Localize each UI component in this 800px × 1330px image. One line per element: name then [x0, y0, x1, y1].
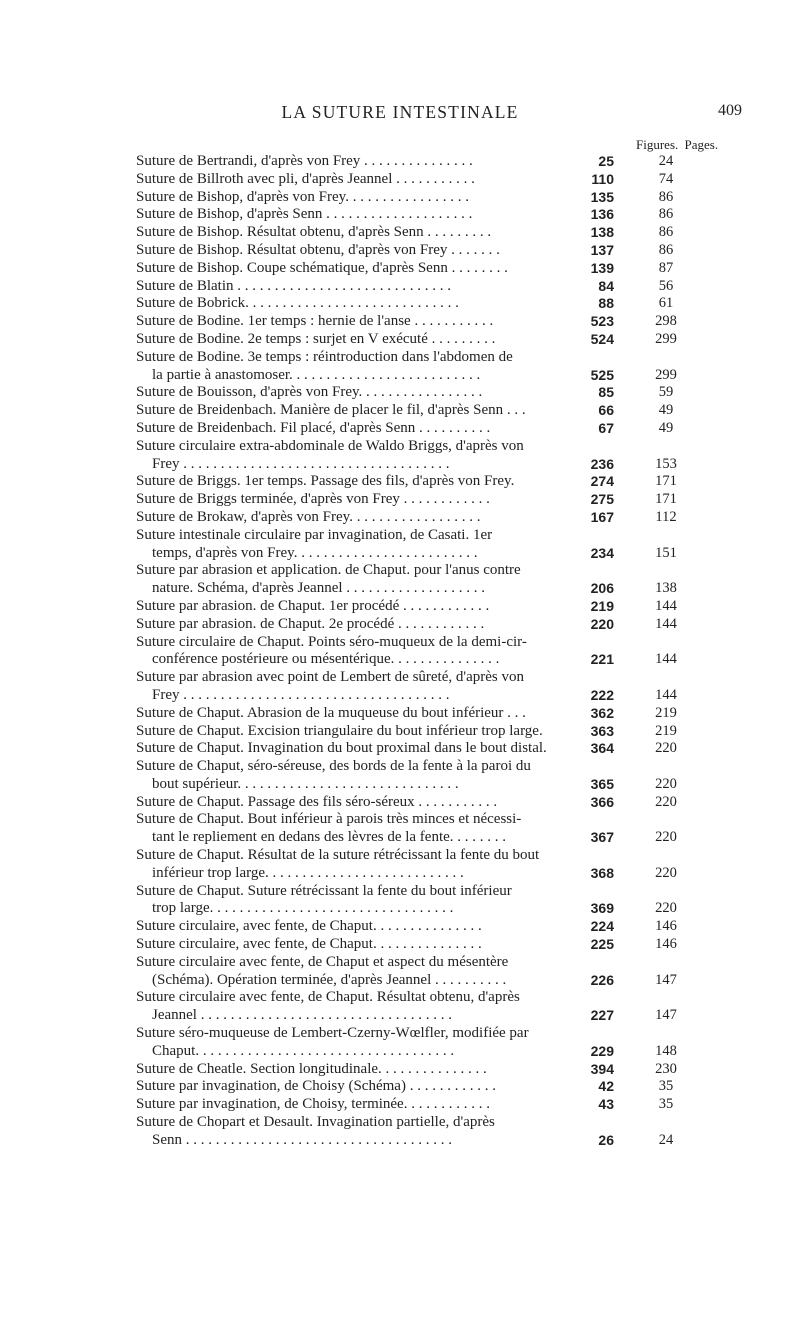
index-entry — [136, 758, 684, 794]
index-entry — [136, 438, 684, 474]
page-ref: 86 — [658, 224, 674, 241]
page-ref: 299 — [655, 366, 677, 383]
figure-number: 139 — [590, 259, 614, 276]
figure-number: 367 — [590, 829, 614, 846]
index-entry — [136, 509, 684, 527]
index-entry — [136, 1078, 684, 1096]
index-entry — [136, 794, 684, 812]
entry-line: Suture de Chaput. Suture rétrécissant la fente du bout inférieur — [136, 882, 512, 899]
entry-line: Suture de Bishop, d'après Senn . . . . . . . . . . . . . . . . . . . . — [136, 206, 473, 223]
index-entry — [136, 616, 684, 634]
entry-line: Jeannel . . . . . . . . . . . . . . . . . . . . . . . . . . . . . . . . . . — [152, 1007, 452, 1024]
entry-line: Suture de Chaput. Excision triangulaire du bout inférieur trop large. — [136, 722, 543, 739]
index-entry — [136, 669, 684, 705]
entry-line: Suture de Cheatle. Section longitudinale. . . . . . . . . . . . . . . — [136, 1060, 487, 1077]
index-entry — [136, 224, 684, 242]
entry-line: Suture de Bouisson, d'après von Frey. . . . . . . . . . . . . . . . . — [136, 384, 483, 401]
entry-text — [136, 206, 596, 224]
index-entry — [136, 918, 684, 936]
entry-text — [136, 634, 596, 670]
index-entry — [136, 473, 684, 491]
index-entry — [136, 420, 684, 438]
page-ref: 219 — [655, 722, 677, 739]
entry-text — [136, 794, 596, 812]
page-ref: 148 — [655, 1042, 677, 1059]
figure-number: 135 — [590, 188, 614, 205]
figure-number: 225 — [590, 936, 614, 953]
index-entry — [136, 278, 684, 296]
index-entries — [136, 153, 684, 1150]
entry-text — [136, 260, 596, 278]
index-entry — [136, 349, 684, 385]
entry-line: Suture par abrasion. de Chaput. 2e procédé . . . . . . . . . . . . — [136, 615, 485, 632]
page-ref: 24 — [658, 153, 674, 169]
page-ref: 147 — [655, 1007, 677, 1024]
entry-text — [136, 509, 596, 527]
entry-line: Suture intestinale circulaire par invagination, de Casati. 1er — [136, 526, 493, 543]
entry-line: trop large. . . . . . . . . . . . . . . . . . . . . . . . . . . . . . . . . — [152, 900, 454, 917]
page-ref: 35 — [658, 1078, 674, 1095]
page-ref: 146 — [655, 936, 677, 953]
entry-line: Suture par invagination, de Choisy (Schéma) . . . . . . . . . . . . — [136, 1078, 496, 1095]
entry-line: Suture de Blatin . . . . . . . . . . . . . . . . . . . . . . . . . . . . . — [136, 277, 451, 294]
entry-text — [136, 723, 596, 741]
entry-line: Suture de Chopart et Desault. Invagination partielle, d'après — [136, 1114, 495, 1131]
figure-number: 84 — [598, 277, 614, 294]
index-entry — [136, 402, 684, 420]
index-entry — [136, 811, 684, 847]
figure-number: 362 — [590, 704, 614, 721]
figure-number: 220 — [590, 615, 614, 632]
page-ref: 299 — [655, 330, 677, 347]
entry-text — [136, 313, 596, 331]
entry-line: Suture de Bodine. 3e temps : réintroduction dans l'abdomen de — [136, 348, 513, 365]
entry-text — [136, 171, 596, 189]
entry-line: Suture par invagination, de Choisy, terminée. . . . . . . . . . . . — [136, 1096, 490, 1113]
page-ref: 220 — [655, 793, 677, 810]
entry-line: Suture de Chaput, séro-séreuse, des bords de la fente à la paroi du — [136, 758, 531, 775]
page-ref: 220 — [655, 775, 677, 792]
entry-text — [136, 1025, 596, 1061]
index-entry — [136, 634, 684, 670]
index-entry — [136, 384, 684, 402]
page-number: 409 — [718, 102, 742, 119]
entry-text — [136, 402, 596, 420]
figure-number: 167 — [590, 508, 614, 525]
entry-line: Suture de Bishop, d'après von Frey. . . . . . . . . . . . . . . . . — [136, 188, 469, 205]
index-entry — [136, 260, 684, 278]
entry-text — [136, 527, 596, 563]
entry-line: Suture circulaire, avec fente, de Chaput. . . . . . . . . . . . . . . — [136, 918, 482, 935]
entry-text — [136, 295, 596, 313]
figure-number: 524 — [590, 330, 614, 347]
entry-text — [136, 616, 596, 634]
running-title: LA SUTURE INTESTINALE — [281, 102, 519, 122]
entry-text — [136, 242, 596, 260]
figure-number: 394 — [590, 1060, 614, 1077]
entry-text — [136, 740, 596, 758]
figure-number: 138 — [590, 224, 614, 241]
entry-line: nature. Schéma, d'après Jeannel . . . . . . . . . . . . . . . . . . . — [152, 580, 486, 597]
column-headers — [636, 137, 718, 153]
entry-text — [136, 189, 596, 207]
page-ref: 87 — [658, 259, 674, 276]
figure-number: 221 — [590, 651, 614, 668]
entry-text — [136, 473, 596, 491]
page-ref: 74 — [658, 170, 674, 187]
entry-line: la partie à anastomoser. . . . . . . . . . . . . . . . . . . . . . . . . . — [152, 366, 481, 383]
figure-number: 227 — [590, 1007, 614, 1024]
index-entry — [136, 598, 684, 616]
entry-text — [136, 918, 596, 936]
entry-text — [136, 349, 596, 385]
figure-number: 523 — [590, 313, 614, 330]
figure-number: 110 — [591, 170, 614, 187]
entry-line: Suture de Chaput. Résultat de la suture rétrécissant la fente du bout — [136, 847, 540, 864]
entry-text — [136, 1061, 596, 1079]
index-entry — [136, 1096, 684, 1114]
page-ref: 112 — [655, 508, 677, 525]
entry-text — [136, 491, 596, 509]
entry-text — [136, 883, 596, 919]
entry-text — [136, 1078, 596, 1096]
figure-number: 234 — [590, 544, 614, 561]
entry-line: Suture de Billroth avec pli, d'après Jeannel . . . . . . . . . . . — [136, 170, 475, 187]
figure-number: 25 — [598, 153, 614, 169]
entry-line: (Schéma). Opération terminée, d'après Jeannel . . . . . . . . . . — [152, 971, 507, 988]
page-ref: 171 — [655, 473, 677, 490]
page-ref: 138 — [655, 580, 677, 597]
figure-number: 366 — [590, 793, 614, 810]
entry-text — [136, 420, 596, 438]
entry-line: temps, d'après von Frey. . . . . . . . . . . . . . . . . . . . . . . . . — [152, 544, 478, 561]
index-entry — [136, 1061, 684, 1079]
page-ref: 86 — [658, 188, 674, 205]
index-entry — [136, 1114, 684, 1150]
entry-text — [136, 331, 596, 349]
entry-line: Suture circulaire, avec fente, de Chaput. . . . . . . . . . . . . . . — [136, 936, 482, 953]
entry-line: Suture de Briggs. 1er temps. Passage des fils, d'après von Frey. — [136, 473, 515, 490]
entry-line: Suture de Bishop. Résultat obtenu, d'après Senn . . . . . . . . . — [136, 224, 492, 241]
index-entry — [136, 936, 684, 954]
entry-text — [136, 1114, 596, 1150]
figure-number: 369 — [590, 900, 614, 917]
entry-line: Suture circulaire avec fente, de Chaput et aspect du mésentère — [136, 953, 509, 970]
page-ref: 298 — [655, 313, 677, 330]
entry-line: tant le repliement en dedans des lèvres de la fente. . . . . . . . — [152, 829, 507, 846]
index-entry — [136, 740, 684, 758]
page-ref: 219 — [655, 704, 677, 721]
entry-line: Suture de Chaput. Abrasion de la muqueuse du bout inférieur . . . — [136, 704, 526, 721]
index-entry — [136, 954, 684, 990]
index-entry — [136, 295, 684, 313]
figure-number: 66 — [598, 402, 614, 419]
figure-number: 42 — [598, 1078, 614, 1095]
page-ref: 220 — [655, 864, 677, 881]
entry-line: Suture circulaire de Chaput. Points séro-muqueux de la demi-cir- — [136, 633, 527, 650]
entry-line: Suture de Bishop. Coupe schématique, d'après Senn . . . . . . . . — [136, 259, 508, 276]
page-ref: 220 — [655, 829, 677, 846]
page-ref: 24 — [658, 1131, 674, 1148]
figure-number: 236 — [590, 455, 614, 472]
entry-line: Suture de Briggs terminée, d'après von Frey . . . . . . . . . . . . — [136, 491, 490, 508]
entry-line: bout supérieur. . . . . . . . . . . . . . . . . . . . . . . . . . . . . . — [152, 775, 459, 792]
index-entry — [136, 989, 684, 1025]
entry-line: Suture circulaire avec fente, de Chaput. Résultat obtenu, d'après — [136, 989, 520, 1006]
index-entry — [136, 527, 684, 563]
page-ref: 144 — [655, 651, 677, 668]
entry-text — [136, 153, 596, 171]
entry-text — [136, 598, 596, 616]
entry-line: Suture par abrasion avec point de Lembert de sûreté, d'après von — [136, 669, 524, 686]
figure-number: 222 — [590, 686, 614, 703]
figure-number: 137 — [590, 241, 614, 258]
figures-column-header: Figures. — [636, 137, 679, 152]
entry-line: conférence postérieure ou mésentérique. . . . . . . . . . . . . . . — [152, 651, 500, 668]
entry-line: Chaput. . . . . . . . . . . . . . . . . . . . . . . . . . . . . . . . . . . — [152, 1042, 455, 1059]
page-ref: 49 — [658, 419, 674, 436]
page-ref: 230 — [655, 1060, 677, 1077]
figure-number: 136 — [590, 206, 614, 223]
page-ref: 144 — [655, 686, 677, 703]
entry-line: Suture séro-muqueuse de Lembert-Czerny-Wœlfler, modifiée par — [136, 1025, 529, 1042]
entry-line: Suture de Brokaw, d'après von Frey. . . . . . . . . . . . . . . . . . — [136, 508, 481, 525]
entry-text — [136, 562, 596, 598]
page-ref: 86 — [658, 241, 674, 258]
figure-number: 229 — [590, 1042, 614, 1059]
page-ref: 144 — [655, 615, 677, 632]
figure-number: 365 — [590, 775, 614, 792]
entry-line: Suture de Chaput. Bout inférieur à parois très minces et nécessi- — [136, 811, 522, 828]
entry-line: Suture de Bodine. 1er temps : hernie de l'anse . . . . . . . . . . . — [136, 313, 494, 330]
entry-line: Suture de Bishop. Résultat obtenu, d'après von Frey . . . . . . . — [136, 241, 500, 258]
figure-number: 88 — [598, 295, 614, 312]
entry-text — [136, 1096, 596, 1114]
page-ref: 86 — [658, 206, 674, 223]
entry-text — [136, 989, 596, 1025]
figure-number: 219 — [590, 597, 614, 614]
entry-line: Suture de Bodine. 2e temps : surjet en V exécuté . . . . . . . . . — [136, 330, 496, 347]
index-entry — [136, 206, 684, 224]
entry-text — [136, 936, 596, 954]
index-entry — [136, 1025, 684, 1061]
entry-text — [136, 705, 596, 723]
entry-line: Suture de Bertrandi, d'après von Frey . . . . . . . . . . . . . . . — [136, 153, 473, 169]
index-entry — [136, 705, 684, 723]
entry-text — [136, 384, 596, 402]
page-ref: 151 — [655, 544, 677, 561]
entry-text — [136, 224, 596, 242]
entry-line: Suture de Bobrick. . . . . . . . . . . . . . . . . . . . . . . . . . . . . — [136, 295, 459, 312]
index-entry — [136, 331, 684, 349]
figure-number: 85 — [598, 384, 614, 401]
figure-number: 275 — [590, 491, 614, 508]
figure-number: 525 — [590, 366, 614, 383]
entry-text — [136, 847, 596, 883]
entry-text — [136, 954, 596, 990]
index-entry — [136, 883, 684, 919]
entry-text — [136, 758, 596, 794]
page-ref: 144 — [655, 597, 677, 614]
entry-line: Suture par abrasion. de Chaput. 1er procédé . . . . . . . . . . . . — [136, 597, 490, 614]
page-ref: 220 — [655, 740, 677, 757]
entry-line: Suture par abrasion et application. de Chaput. pour l'anus contre — [136, 562, 521, 579]
index-entry — [136, 242, 684, 260]
page-ref: 220 — [655, 900, 677, 917]
entry-line: Senn . . . . . . . . . . . . . . . . . . . . . . . . . . . . . . . . . . . . — [152, 1131, 452, 1148]
index-entry — [136, 153, 684, 171]
entry-line: Suture circulaire extra-abdominale de Waldo Briggs, d'après von — [136, 437, 524, 454]
figure-number: 224 — [590, 918, 614, 935]
figure-number: 67 — [598, 419, 614, 436]
entry-line: Suture de Chaput. Invagination du bout proximal dans le bout distal. — [136, 740, 547, 757]
page-ref: 153 — [655, 455, 677, 472]
page-ref: 56 — [658, 277, 674, 294]
figure-number: 364 — [590, 740, 614, 757]
index-entry — [136, 491, 684, 509]
figure-number: 274 — [590, 473, 614, 490]
entry-line: Suture de Breidenbach. Fil placé, d'après Senn . . . . . . . . . . — [136, 419, 491, 436]
index-entry — [136, 562, 684, 598]
index-entry — [136, 171, 684, 189]
index-entry — [136, 847, 684, 883]
index-entry — [136, 313, 684, 331]
entry-line: Frey . . . . . . . . . . . . . . . . . . . . . . . . . . . . . . . . . . . . — [152, 455, 450, 472]
figure-number: 368 — [590, 864, 614, 881]
pages-column-header: Pages. — [684, 137, 719, 152]
entry-text — [136, 438, 596, 474]
page-ref: 61 — [658, 295, 674, 312]
figure-number: 206 — [590, 580, 614, 597]
entry-line: Suture de Chaput. Passage des fils séro-séreux . . . . . . . . . . . — [136, 793, 498, 810]
index-entry — [136, 723, 684, 741]
page-ref: 146 — [655, 918, 677, 935]
entry-line: Frey . . . . . . . . . . . . . . . . . . . . . . . . . . . . . . . . . . . . — [152, 686, 450, 703]
entry-line: Suture de Breidenbach. Manière de placer le fil, d'après Senn . . . — [136, 402, 526, 419]
figure-number: 43 — [598, 1096, 614, 1113]
figure-number: 363 — [590, 722, 614, 739]
figure-number: 26 — [598, 1131, 614, 1148]
page-ref: 59 — [658, 384, 674, 401]
entry-line: inférieur trop large. . . . . . . . . . . . . . . . . . . . . . . . . . . — [152, 864, 464, 881]
entry-text — [136, 811, 596, 847]
entry-text — [136, 669, 596, 705]
page-ref: 35 — [658, 1096, 674, 1113]
page-ref: 49 — [658, 402, 674, 419]
page-ref: 171 — [655, 491, 677, 508]
entry-text — [136, 278, 596, 296]
index-entry — [136, 189, 684, 207]
figure-number: 226 — [590, 971, 614, 988]
page-ref: 147 — [655, 971, 677, 988]
